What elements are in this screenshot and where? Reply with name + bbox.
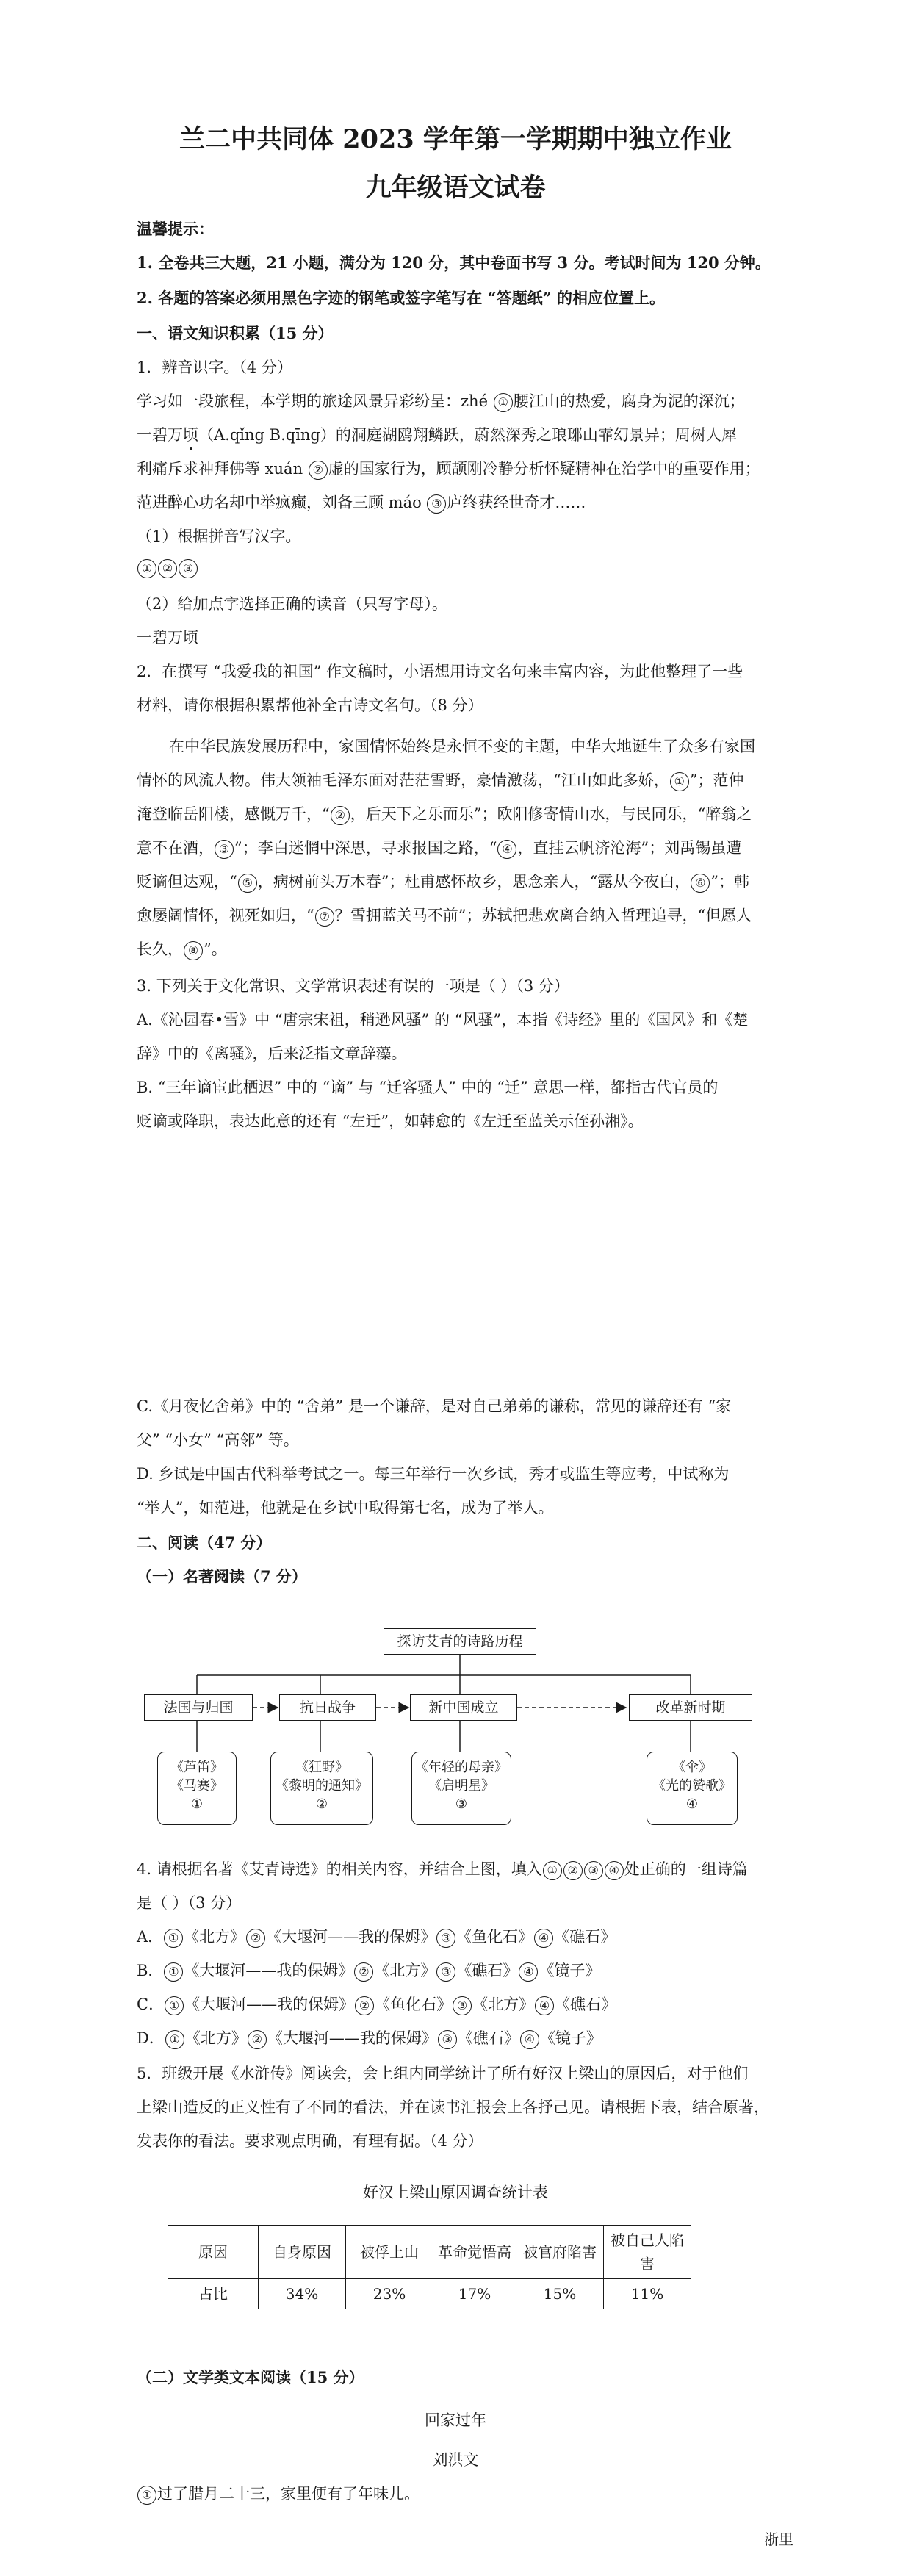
q3-option-c-2: 父” “小女” “高邻” 等。 [137,1431,299,1449]
work-number: ① [190,1796,204,1812]
q2-para-3 [137,802,752,825]
option-letter: D． [137,2029,165,2047]
work-number: ④ [685,1796,699,1812]
text: 学习如一段旅程，本学期的旅途风景异彩纷呈：zhé [137,392,493,410]
essay-paragraph-1 [137,2482,420,2505]
diagram-connectors [144,1625,776,1860]
text: 一碧万 [137,426,183,444]
work-title: 《启明星》 [428,1778,494,1794]
stage-box-4: 改革新时期 [629,1694,752,1721]
diagram-title-box: 探访艾青的诗路历程 [384,1628,536,1655]
marker: ② [563,1861,583,1880]
text: ”。 [204,940,227,958]
q4-option-c [137,1993,616,2015]
q4-option-d [137,2026,602,2049]
q3-title: 3. 下列关于文化常识、文学常识表述有误的一项是（ ）（3 分） [137,977,569,995]
text: （A.qǐng B.qīng）的洞庭湖鸥翔鳞跃，蔚然深秀之琅琊山霏幻景异；周树人犀 [198,426,737,444]
text: ”；韩 [710,873,749,891]
option-work: 《大堰河——我的保姆》 [266,1928,436,1946]
tips-heading: 温馨提示： [137,220,214,238]
poetry-journey-diagram [144,1625,776,1860]
blank-marker: ⑧ [184,941,203,960]
work-title: 《伞》 [672,1760,712,1775]
page-footer: 浙里 [764,2530,793,2548]
q1-line-2 [137,423,737,445]
marker: ③ [584,1861,603,1880]
q2-para-7 [137,938,227,960]
option-letter: B． [137,1962,164,1979]
table-cell: 17% [433,2279,516,2309]
marker: ④ [535,1996,554,2015]
option-work: 《礁石》 [456,1962,519,1979]
marker: ③ [453,1996,472,2015]
text: ”；李白迷惘中深思，寻求报国之路，“ [234,839,497,857]
blank-marker: ⑦ [315,907,334,927]
q2-para-1: 在中华民族发展历程中，家国情怀始终是永恒不变的主题，中华大地诞生了众多有家国 [169,738,755,755]
option-work: 《大堰河——我的保姆》 [184,1962,354,1979]
marker: ① [165,1996,184,2015]
table-cell: 34% [259,2279,346,2309]
answer-marker: ③ [179,559,198,578]
blank-marker: ④ [497,840,516,859]
table-header-cell: 革命觉悟高 [433,2226,516,2279]
answer-marker: ① [137,559,156,578]
option-work: 《礁石》 [554,1928,616,1946]
q4-option-a [137,1925,616,1948]
q2-line-2: 材料，请你根据积累帮他补全古诗文名句。（8 分） [137,697,483,714]
table-cell: 15% [516,2279,604,2309]
marker: ① [543,1861,562,1880]
q4-line-1 [137,1857,748,1880]
section2-sub-2: （二）文学类文本阅读（15 分） [137,2368,364,2386]
table-cell: 11% [604,2279,691,2309]
table-cell: 占比 [168,2279,259,2309]
option-work: 《镜子》 [539,2029,602,2047]
table-caption: 好汉上梁山原因调查统计表 [363,2184,548,2201]
stage-box-1: 法国与归国 [144,1694,253,1721]
text: 庐终获经世奇才…… [447,494,586,511]
text: ”；范仲 [689,771,744,789]
q4-line-2: 是（ ）（3 分） [137,1894,242,1912]
work-title: 《年轻的母亲》 [415,1760,508,1775]
dotted-char: 顷 [183,423,198,445]
works-box-1 [157,1752,237,1825]
blank-marker: ⑥ [691,874,710,893]
work-title: 《马赛》 [170,1778,223,1794]
work-title: 《光的赞歌》 [652,1778,732,1794]
works-box-4 [647,1752,738,1825]
table-header-row [168,2226,691,2279]
q3-option-b-2: 贬谪或降职，表达此意的还有 “左迁”，如韩愈的《左迁至蓝关示侄孙湘》。 [137,1112,644,1130]
option-work: 《北方》 [472,1996,535,2013]
option-work: 《礁石》 [457,2029,519,2047]
essay-title: 回家过年 [425,2411,486,2429]
marker: ① [165,2030,184,2049]
q3-option-d-1: D. 乡试是中国古代科举考试之一。每三年举行一次乡试，秀才或监生等应考，中试称为 [137,1465,730,1483]
works-box-2 [270,1752,373,1825]
q5-line-1: 5．班级开展《水浒传》阅读会，会上组内同学统计了所有好汉上梁山的原因后，对于他们 [137,2065,749,2082]
text: 愈屡阔情怀，视死如归，“ [137,907,314,924]
stage-box-2: 抗日战争 [279,1694,376,1721]
q1-line-1 [137,389,745,412]
table-cell: 23% [346,2279,433,2309]
text: 过了腊月二十三，家里便有了年味儿。 [157,2485,420,2503]
tips-item-1: 1. 全卷共三大题，21 小题，满分为 120 分，其中卷面书写 3 分。考试时间为 120 分钟。 [137,253,771,272]
q2-para-6 [137,904,752,927]
table-header-cell: 被官府陷害 [516,2226,604,2279]
table-header-cell: 原因 [168,2226,259,2279]
work-title: 《黎明的通知》 [276,1778,368,1794]
q1-sub-1: （1）根据拼音写汉字。 [137,528,301,545]
blank-marker: ① [494,393,513,412]
q2-line-1: 2．在撰写 “我爱我的祖国” 作文稿时，小语想用诗文名句来丰富内容，为此他整理了一些 [137,663,743,680]
marker: ④ [519,1962,538,1982]
q1-sub-2: （2）给加点字选择正确的读音（只写字母）。 [137,595,447,613]
marker: ② [354,1962,373,1982]
marker: ③ [438,2030,457,2049]
works-box-3 [411,1752,511,1825]
q5-line-2: 上梁山造反的正义性有了不同的看法，并在读书汇报会上各抒己见。请根据下表，结合原著， [137,2098,769,2116]
q3-option-d-2: “举人”，如范进，他就是在乡试中取得第七名，成为了举人。 [137,1499,554,1517]
q3-option-a-2: 辞》中的《离骚》，后来泛指文章辞藻。 [137,1045,407,1062]
text: ，直挂云帆济沧海”；刘禹锡虽遭 [517,839,742,857]
text: ？雪拥蓝关马不前”；苏轼把悲欢离合纳入哲理追寻，“但愿人 [334,907,752,924]
table-header-cell: 被自己人陷害 [604,2226,691,2279]
text: 腰江山的热爱，腐身为泥的深沉； [513,392,745,410]
q2-para-4 [137,836,741,859]
text: 范进醉心功名却中举疯癫，刘备三顾 máo [137,494,427,511]
tips-item-2: 2. 各题的答案必须用黑色字迹的钢笔或签字笔写在 “答题纸” 的相应位置上。 [137,289,666,307]
table-header-cell: 被俘上山 [346,2226,433,2279]
option-work: 《礁石》 [555,1996,617,2013]
text: 利痛斥求神拜佛等 xuán [137,460,308,478]
option-work: 《鱼化石》 [456,1928,534,1946]
q3-option-c-1: C.《月夜忆舍弟》中的 “舍弟” 是一个谦辞，是对自己弟弟的谦称，常见的谦辞还有 “家 [137,1397,732,1415]
table-row [168,2279,691,2309]
section1-heading: 一、语文知识积累（15 分） [137,324,334,342]
text: 4. 请根据名著《艾青诗选》的相关内容，并结合上图，填入 [137,1860,542,1878]
marker: ③ [436,1929,455,1948]
exam-subtitle: 九年级语文试卷 [365,173,546,203]
blank-marker: ① [670,772,689,791]
text: 贬谪但达观，“ [137,873,237,891]
q1-answer-markers [137,558,198,578]
blank-marker: ⑤ [238,874,257,893]
work-number: ② [315,1796,328,1812]
text: 淹登临岳阳楼，感慨万千，“ [137,805,330,823]
option-letter: A． [137,1928,164,1946]
option-work: 《北方》 [184,2029,247,2047]
q1-line-4 [137,491,586,514]
q1-phrase: 一碧万顷 [137,629,198,647]
stats-table [168,2225,691,2309]
option-letter: C． [137,1996,165,2013]
q1-line-3 [137,457,760,480]
q3-option-b-1: B. “三年谪宦此栖迟” 中的 “谪” 与 “迁客骚人” 中的 “迁” 意思一样，都指古代官员的 [137,1079,719,1096]
section2-sub-1: （一）名著阅读（7 分） [137,1567,307,1586]
exam-title: 兰二中共同体 2023 学年第一学期期中独立作业 [179,124,732,154]
stage-box-3: 新中国成立 [410,1694,517,1721]
paragraph-number: ① [137,2486,156,2505]
text: ，后天下之乐而乐”；欧阳修寄情山水，与民同乐，“醉翁之 [350,805,752,823]
marker: ② [248,2030,267,2049]
marker: ① [164,1962,183,1982]
work-title: 《芦笛》 [170,1760,223,1775]
blank-marker: ③ [427,494,446,514]
table-header-cell: 自身原因 [259,2226,346,2279]
work-number: ③ [455,1796,468,1812]
q2-para-2 [137,769,743,791]
marker: ① [164,1929,183,1948]
q3-option-a-1: A.《沁园春•雪》中 “唐宗宋祖，稍逊风骚” 的 “风骚”，本指《诗经》里的《国风》和《楚 [137,1011,749,1029]
q5-line-3: 发表你的看法。要求观点明确，有理有据。（4 分） [137,2132,483,2150]
text: 情怀的风流人物。伟大领袖毛泽东面对茫茫雪野，豪情激荡，“江山如此多娇， [137,771,669,789]
text: ，病树前头万木春”；杜甫感怀故乡，思念亲人，“露从今夜白， [257,873,691,891]
marker: ④ [605,1861,624,1880]
text: 长久， [137,940,183,958]
option-work: 《北方》 [374,1962,436,1979]
q2-para-5 [137,870,749,893]
marker: ③ [436,1962,455,1982]
section2-heading: 二、阅读（47 分） [137,1533,272,1552]
option-work: 《大堰河——我的保姆》 [267,2029,437,2047]
blank-marker: ② [309,461,328,480]
text: 意不在酒， [137,839,214,857]
q1-title: 1．辨音识字。（4 分） [137,359,292,376]
answer-marker: ② [158,559,177,578]
marker: ④ [534,1929,553,1948]
text: 处正确的一组诗篇 [624,1860,748,1878]
option-work: 《大堰河——我的保姆》 [184,1996,355,2013]
marker: ② [246,1929,265,1948]
option-work: 《镜子》 [539,1962,601,1979]
option-work: 《北方》 [184,1928,246,1946]
essay-author: 刘洪文 [432,2451,479,2469]
option-work: 《鱼化石》 [375,1996,453,2013]
blank-marker: ② [331,806,350,825]
text: 虚的国家行为，顾颉刚冷静分析怀疑精神在治学中的重要作用； [328,460,760,478]
marker: ④ [520,2030,539,2049]
marker: ② [355,1996,374,2015]
blank-marker: ③ [215,840,234,859]
work-title: 《狂野》 [295,1760,348,1775]
q4-option-b [137,1959,600,1982]
